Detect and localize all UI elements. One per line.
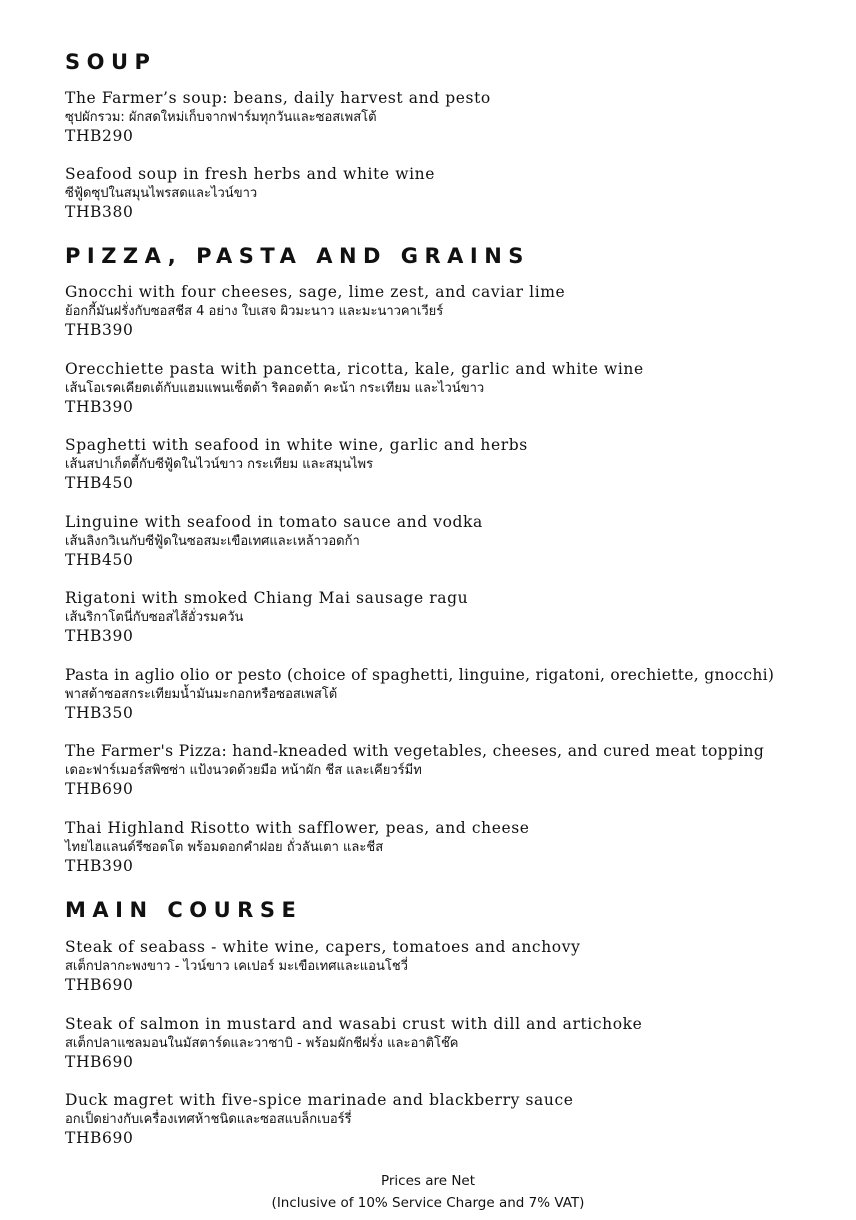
item-name: Duck magret with five-spice marinade and blackberry sauce [65,1091,574,1109]
menu-item [65,666,845,723]
item-name: Gnocchi with four cheeses, sage, lime zest, and caviar lime [65,283,566,301]
menu-item [65,165,845,222]
item-price: THB690 [65,780,134,798]
item-price: THB450 [65,474,134,492]
menu-item [65,1091,845,1148]
item-name: Rigatoni with smoked Chiang Mai sausage ragu [65,589,469,607]
item-name: Orecchiette pasta with pancetta, ricotta, kale, garlic and white wine [65,359,644,378]
menu-item [65,742,845,799]
section-pizza-pasta-grains [65,244,845,876]
section-soup [65,50,845,222]
price-note [0,1170,856,1214]
item-thai-name: ซีฟู้ดซุปในสมุนไพรสดและไวน์ขาว [65,186,258,201]
menu-item [65,283,845,340]
item-thai-name: อกเป็ดย่างกับเครื่องเทศห้าชนิดและซอสแบล็กเบอร์รี่ [65,1112,352,1127]
item-price: THB390 [65,627,134,645]
menu-item [65,360,845,417]
item-thai-name: ไทยไฮแลนด์รีซอตโต พร้อมดอกคำฝอย ถั่วลันเตา และชีส [65,839,384,855]
price-note-line1: Prices are Net [380,1173,476,1189]
item-price: THB390 [65,856,134,875]
item-name: The Farmer's Pizza: hand-kneaded with vegetables, cheeses, and cured meat topping [65,742,765,760]
menu-item [65,589,845,646]
item-name: Steak of seabass - white wine, capers, tomatoes and anchovy [65,938,581,956]
section-title: PIZZA, PASTA AND GRAINS [65,244,530,268]
item-price: THB390 [65,321,134,339]
item-thai-name: เส้นริกาโตนี่กับซอสไส้อั่วรมควัน [65,610,244,625]
menu-item [65,89,845,146]
item-price: THB690 [65,976,134,994]
item-name: Spaghetti with seafood in white wine, garlic and herbs [65,436,528,454]
item-name: Linguine with seafood in tomato sauce and vodka [65,512,483,531]
item-name: Seafood soup in fresh herbs and white wine [65,165,436,183]
item-price: THB690 [65,1052,134,1071]
menu-item [65,513,845,570]
item-thai-name: เส้นลิงกวิเนกับซีฟู้ดในซอสมะเขือเทศและเหล้าวอดก้า [65,533,360,549]
menu-item [65,436,845,493]
item-price: THB350 [65,703,134,722]
item-price: THB290 [65,127,134,145]
item-price: THB690 [65,1129,134,1147]
menu-item [65,1015,845,1072]
item-name: Steak of salmon in mustard and wasabi crust with dill and artichoke [65,1014,643,1033]
item-thai-name: เส้นโอเรคเคียตเต้กับแฮมแพนเซ็ตต้า ริคอตต้า คะน้า กระเทียม และไวน์ขาว [65,380,485,396]
item-thai-name: เส้นสปาเก็ตตี้กับซีฟู้ดในไวน์ขาว กระเทียม และสมุนไพร [65,457,374,472]
item-name: Thai Highland Risotto with safflower, peas, and cheese [65,818,530,837]
price-note-line2: (Inclusive of 10% Service Charge and 7% VAT) [271,1195,585,1211]
item-price: THB450 [65,550,134,569]
item-name: Pasta in aglio olio or pesto (choice of spaghetti, linguine, rigatoni, orechiette, gnocchi) [65,665,775,684]
section-title: SOUP [65,50,157,74]
item-thai-name: สเต็กปลาแซลมอนในมัสตาร์ดและวาซาบิ - พร้อมผักชีฝรั่ง และอาติโช๊ค [65,1035,459,1051]
section-title: MAIN COURSE [65,898,303,922]
menu-item [65,938,845,995]
item-thai-name: สเต็กปลากะพงขาว - ไวน์ขาว เคเปอร์ มะเขือเทศและแอนโชวี่ [65,959,408,974]
item-thai-name: เดอะฟาร์เมอร์สพิซซ่า แป้งนวดด้วยมือ หน้าผัก ชีส และเคียวร์มีท [65,763,422,778]
item-thai-name: ซุปผักรวม: ผักสดใหม่เก็บจากฟาร์มทุกวันและซอสเพสโต้ [65,110,377,125]
item-name: The Farmer’s soup: beans, daily harvest and pesto [65,89,491,107]
item-price: THB390 [65,397,134,416]
item-price: THB380 [65,203,134,221]
menu-item [65,819,845,876]
item-thai-name: ย้อกกี้มันฝรั่งกับซอสชีส 4 อย่าง ใบเสจ ผิวมะนาว และมะนาวคาเวียร์ [65,304,444,319]
item-thai-name: พาสต้าซอสกระเทียมน้ำมันมะกอกหรือซอสเพสโต้ [65,686,338,702]
section-main-course [65,898,845,1148]
